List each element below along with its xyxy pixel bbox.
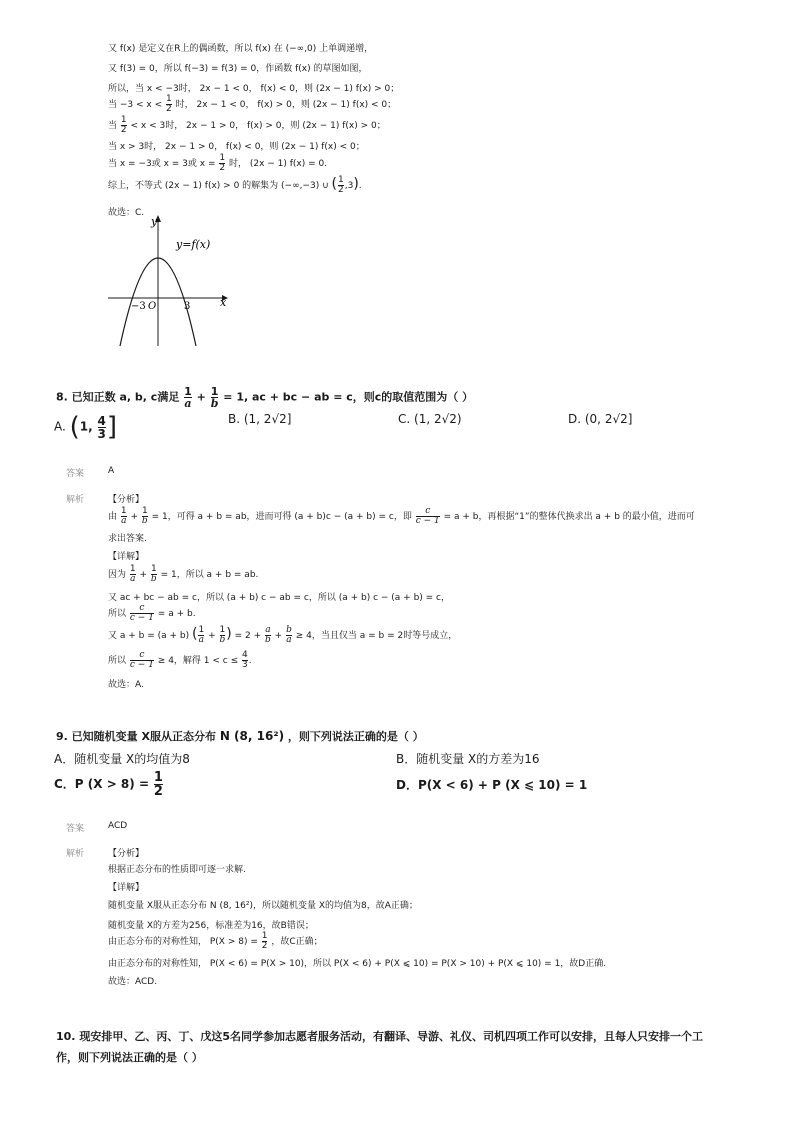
q8-stem: 8. 已知正数 a, b, c满足 $\frac{1}{a}$ + $\frac{1}{b}$ = 1, ac + bc − ab = c，则c的取值范围为（ ） [56, 385, 474, 410]
sol7-line-2: 又 f(3) = 0，所以 f(−3) = f(3) = 0，作函数 f(x) 的草图如图， [108, 64, 368, 74]
q8-detail-line-5: 所以 $\frac{c}{c - 1}$ ≥ 4，解得 1 < c ≤ $\frac{4}{3}$ . [108, 650, 252, 670]
sol7-line-5-end: < x < 3时， 2x − 1 > 0， f(x) > 0，则 (2x − 1) f(x) > 0； [130, 121, 386, 131]
sol7-line-8: 综上，不等式 (2x − 1) f(x) > 0 的解集为 (−∞,−3) ∪ ( $\frac{1}{2}$ ,3). [108, 175, 362, 195]
q8-detail-line-3: 所以 $\frac{c}{c - 1}$ = a + b. [108, 603, 196, 623]
q8-detail-line-4: 又 a + b = (a + b) ( $\frac{1}{a}$ + $\frac{1}{b}$ ) = 2 + $\frac{a}{b}$ + $\frac{b}{a}$ ≥ 4，当且仅当 a = b = 2时等号成立， [108, 625, 458, 645]
sol7-line-3: 所以，当 x < −3时， 2x − 1 < 0， f(x) < 0，则 (2x − 1) f(x) > 0； [108, 84, 400, 94]
q8-detail-line-1: 因为 $\frac{1}{a}$ + $\frac{1}{b}$ = 1，所以 a + b = ab. [108, 564, 259, 584]
sol7-line-4-start: 当 −3 < x < [108, 100, 163, 110]
q8-detail-line-2: 又 ac + bc − ab = c，所以 (a + b) c − ab = c，所以 (a + b) c − (a + b) = c， [108, 593, 451, 603]
q9-detail-line-4: 由正态分布的对称性知， P(X < 6) = P(X > 10)，所以 P(X < 6) + P(X ⩽ 10) = P(X > 10) + P(X ⩽ 10) = 1，故D正确. [108, 959, 607, 969]
q9-answer: ACD [108, 821, 128, 831]
q9-stem: 9. 已知随机变量 X服从正态分布 N (8, 16²) ，则下列说法正确的是（ ） [56, 729, 424, 743]
q8-stem-end: = 1, ac + bc − ab = c，则c的取值范围为（ ） [223, 390, 474, 404]
sol7-line-7 [108, 154, 327, 173]
q9-option-a[interactable]: A．随机变量 X的均值为8 [54, 752, 190, 766]
q8-detail-line-6: 故选：A. [108, 680, 144, 690]
q9-fenxi-heading: 【分析】 [108, 849, 145, 859]
sol7-line-7-end: 时， (2x − 1) f(x) = 0. [228, 159, 328, 169]
fraction-one-half: $\frac{1}{2}$ [219, 153, 226, 173]
q9-option-b[interactable]: B．随机变量 X的方差为16 [396, 752, 540, 766]
q9-option-c[interactable]: C．P (X > 8) = $\frac{1}{2}$ [54, 770, 163, 799]
sol7-line-8-start: 综上，不等式 (2x − 1) f(x) > 0 的解集为 (−∞,−3) ∪ [108, 181, 329, 191]
q8-option-d[interactable]: D. (0, 2√2] [568, 412, 633, 426]
sol7-line-7-start: 当 x = −3或 x = 3或 x = [108, 159, 216, 169]
sol7-line-9: 故选：C. [108, 208, 145, 218]
fraction-one-half: $\frac{1}{2}$ [120, 115, 127, 135]
function-graph [100, 210, 240, 350]
q8-option-c[interactable]: C. (1, 2√2) [398, 412, 462, 426]
q9-detail-line-1: 随机变量 X服从正态分布 N (8, 16²)，所以随机变量 X的均值为8，故A正确； [108, 901, 418, 911]
sol7-line-4 [108, 95, 396, 114]
sol7-line-1: 又 f(x) 是定义在R上的偶函数，所以 f(x) 在 (−∞,0) 上单调递增， [108, 44, 374, 54]
q9-detail-line-3: 由正态分布的对称性知， P(X > 8) = $\frac{1}{2}$ ，故C正确； [108, 931, 323, 951]
q8-answer: A [108, 466, 115, 476]
sol7-line-4-end: 时， 2x − 1 < 0， f(x) > 0，则 (2x − 1) f(x) < 0； [175, 100, 397, 110]
q8-fenxi-line-2: 求出答案. [108, 534, 147, 544]
q9-option-d[interactable]: D．P(X < 6) + P (X ⩽ 10) = 1 [396, 778, 588, 792]
sol7-line-6: 当 x > 3时， 2x − 1 > 0， f(x) < 0，则 (2x − 1) f(x) < 0； [108, 142, 365, 152]
x-axis-label: x [220, 296, 227, 309]
fraction-one-half: $\frac{1}{2}$ [166, 94, 172, 114]
q8-answer-tag: 答案 [66, 469, 85, 479]
q9-detail-line-5: 故选：ACD. [108, 977, 158, 987]
q9-analysis-tag: 解析 [66, 849, 85, 859]
tick-neg3: −3 [131, 301, 146, 312]
fraction-one-half: $\frac{1}{2}$ [338, 175, 344, 195]
q9-fenxi-line-1: 根据正态分布的性质即可逐一求解. [108, 865, 246, 875]
q8-fenxi-heading: 【分析】 [108, 495, 145, 505]
q10-stem-line-2: 作，则下列说法正确的是（ ） [56, 1051, 203, 1064]
q9-answer-tag: 答案 [66, 824, 85, 834]
q8-fenxi-line-1: 由 $\frac{1}{a}$ + $\frac{1}{b}$ = 1，可得 a + b = ab，进而可得 (a + b)c − (a + b) = c，即 $\frac{c}{c - 1}$ = a + b，再根据“1”的整体代换求出 a + b 的最小值，进而可 [108, 506, 695, 526]
q8-stem-start: 8. 已知正数 a, b, c满足 [56, 390, 180, 404]
q10-stem-line-1: 10. 现安排甲、乙、丙、丁、戊这5名同学参加志愿者服务活动，有翻译、导游、礼仪、司机四项工作可以安排，且每人只安排一个工 [56, 1030, 703, 1043]
q8-option-b[interactable]: B. (1, 2√2] [228, 412, 292, 426]
sol7-line-5: 当 $\frac{1}{2}$ < x < 3时， 2x − 1 > 0， f(x) > 0，则 (2x − 1) f(x) > 0； [108, 115, 386, 135]
q9-xiangjie-heading: 【详解】 [108, 883, 145, 893]
q9-detail-line-2: 随机变量 X的方差为256，标准差为16，故B错误； [108, 921, 314, 931]
tick-3: 3 [184, 301, 191, 312]
q8-xiangjie-heading: 【详解】 [108, 552, 145, 562]
q8-analysis-tag: 解析 [66, 495, 85, 505]
curve-label: y=f(x) [176, 238, 211, 251]
origin-label: O [148, 301, 157, 312]
y-axis-label: y [151, 215, 158, 228]
q8-option-a[interactable]: A. (1, $\frac{4}{3}$ ] [54, 412, 118, 442]
